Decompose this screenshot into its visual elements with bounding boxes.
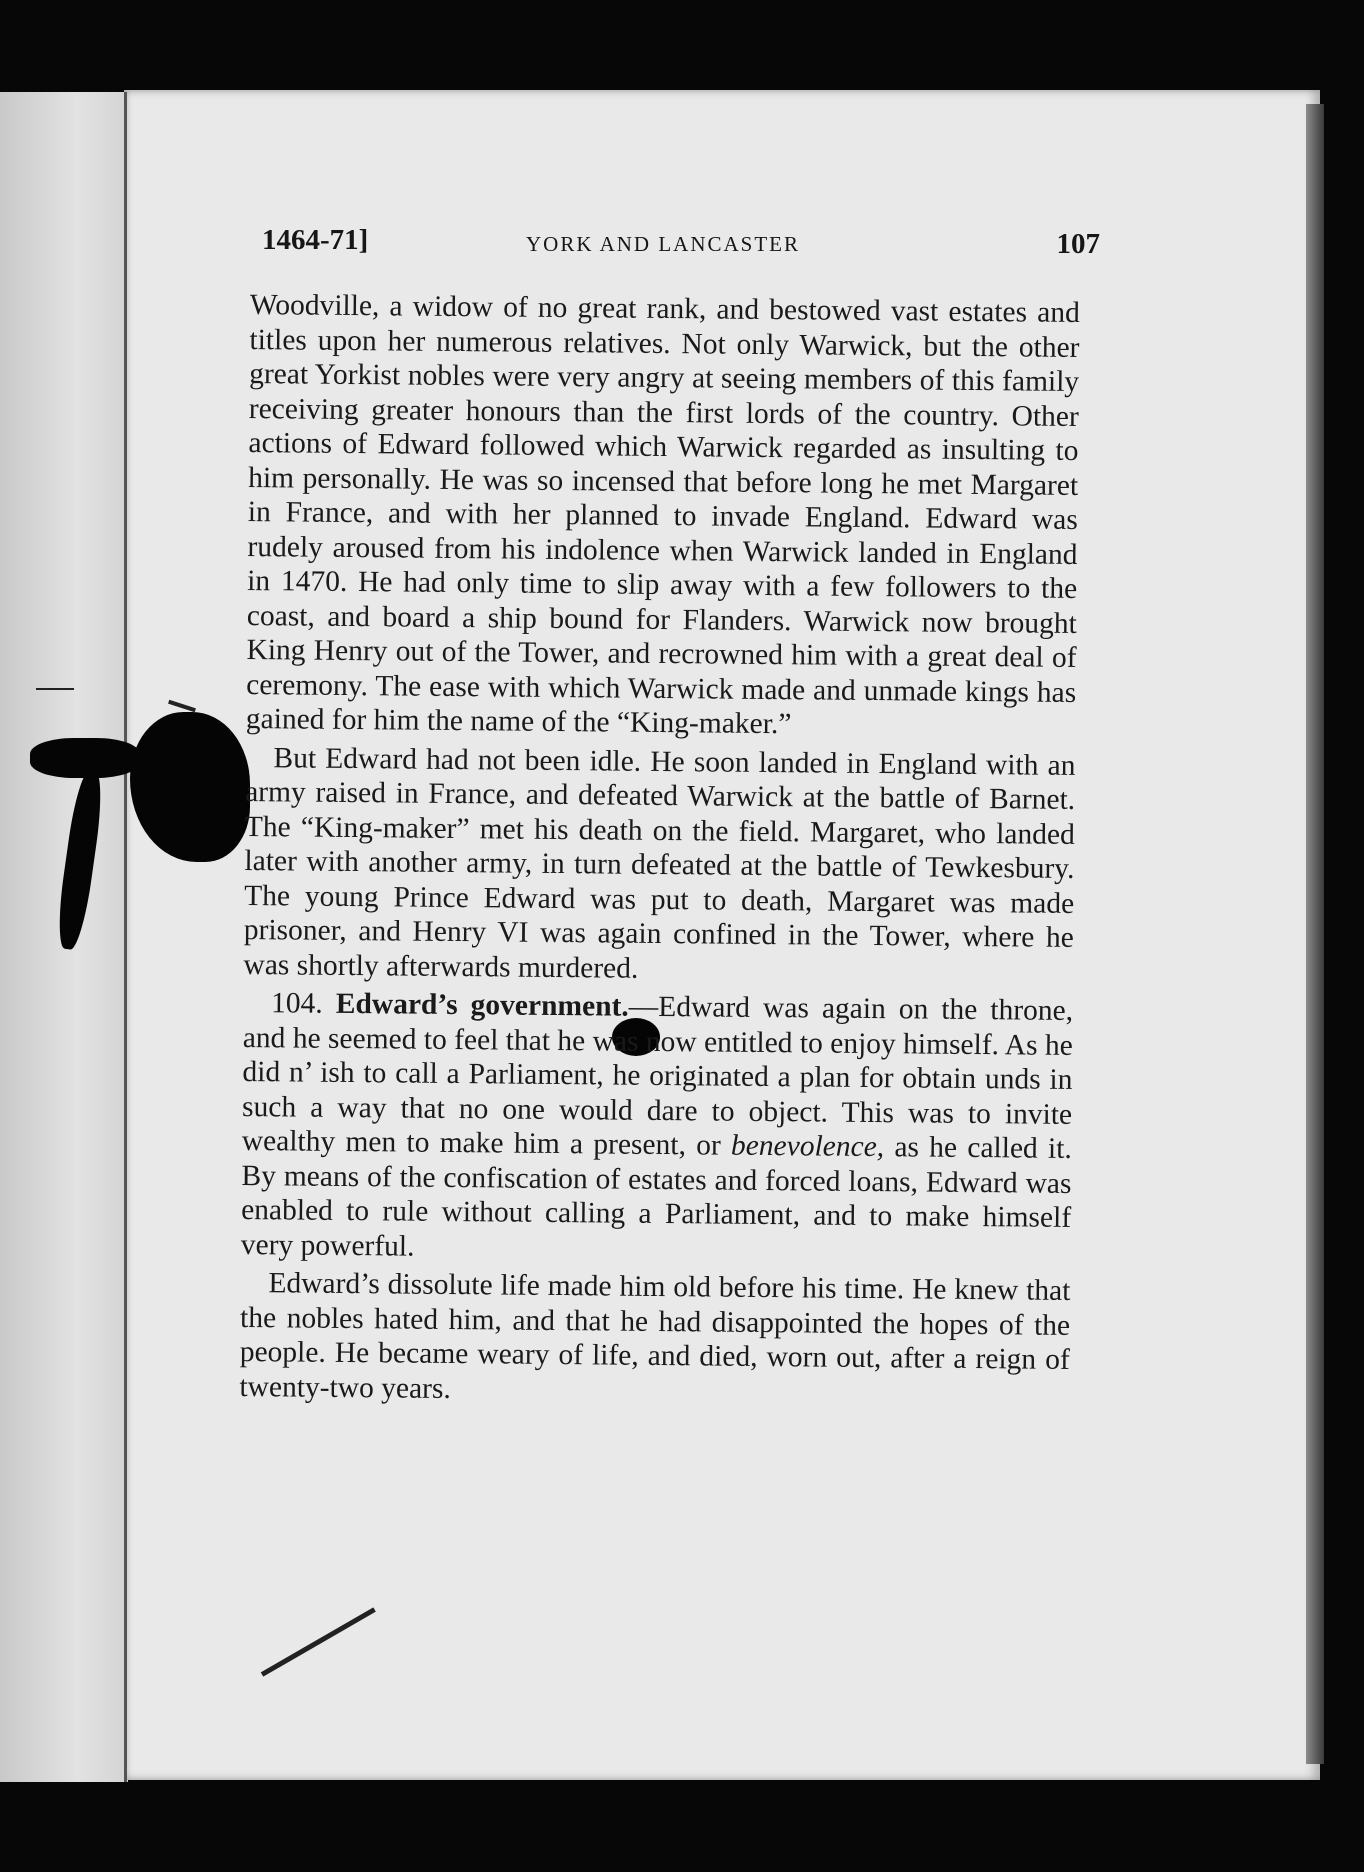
emphasized-term: benevolence, xyxy=(730,1129,885,1164)
body-text xyxy=(239,288,1080,1416)
page-gutter xyxy=(124,92,127,1782)
section-heading: Edward’s government. xyxy=(335,987,629,1023)
paragraph: But Edward had not been idle. He soon landed in England with an army raised in France, and defeated Warwick at the battle of Barnet. The “King-maker” met his death on the field. Margaret, who landed later with another army, in turn defeated at the battle of Tewkesbury. The young Prince Edward was put to death, Margaret was made prisoner, and Henry VI was again confined in the Tower, where he was shortly afterwards murdered. xyxy=(243,741,1076,985)
paragraph: Woodville, a widow of no great rank, and bestowed vast estates and titles upon her numerous relatives. Not only Warwick, but the other great Yorkist nobles were very angry at seeing members of this family receiving greater honours than the first lords of the country. Other actions of Edward followed which Warwick regarded as insulting to him personally. He was so incensed that before long he met Margaret in France, and with her planned to invade England. Edward was rudely aroused from his indolence when Warwick landed in England in 1470. He had only time to slip away with a few followers to the coast, and board a ship bound for Flanders. Warwick now brought King Henry out of the Tower, and recrowned him with a great deal of ceremony. The ease with which Warwick made and unmade kings has gained for him the name of the “King-maker.” xyxy=(245,288,1080,741)
page-number: 107 xyxy=(1056,228,1100,260)
page-right-edge-shadow xyxy=(1306,104,1324,1764)
paragraph-text: as he called it. By means of the confiscation of estates and forced loans, Edward was enabled to rule without calling a Parliament, and to make himself very powerful. xyxy=(240,1131,1072,1263)
ink-blot xyxy=(30,738,140,778)
running-head-title: YORK AND LANCASTER xyxy=(526,232,801,256)
running-head xyxy=(262,218,1100,268)
section-number: 104. xyxy=(270,987,323,1020)
paragraph-text: —Edward was again on the throne, and he seemed to feel that he was now entitled to enjoy himself. As he did n’ ish to call a Parliament, he originated a plan for obtain unds in such a way that no one would dare to object. This was to invite wealthy men to make him a present, or xyxy=(241,990,1074,1162)
paragraph: Edward’s dissolute life made him old before his time. He knew that the nobles hated him, and that he had disappointed the hopes of the people. He became weary of life, and died, worn out, after a reign of twenty-two years. xyxy=(239,1267,1071,1405)
running-head-dates: 1464-71] xyxy=(262,224,369,256)
paragraph xyxy=(241,986,1074,1270)
ink-stroke xyxy=(36,688,74,690)
